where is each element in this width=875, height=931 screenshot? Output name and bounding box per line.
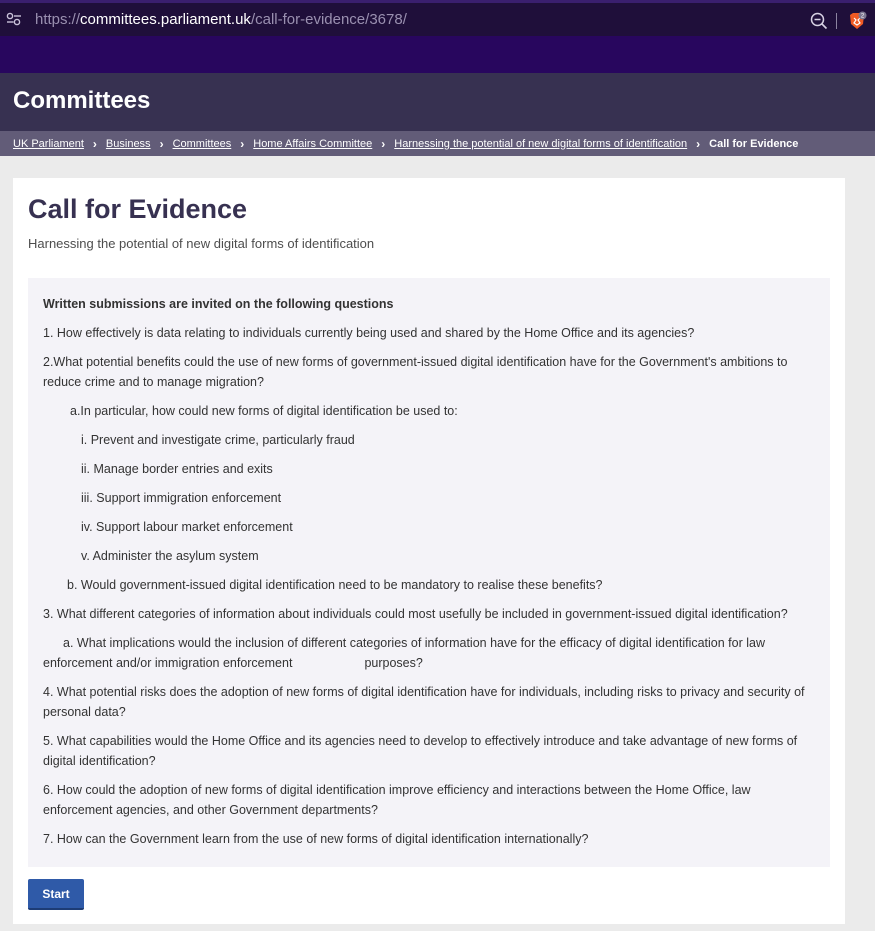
question-6: 6. How could the adoption of new forms of digital identification improve efficiency and interactions between the Home Office, law enforcement agencies, and other Government departments? [43,783,751,817]
breadcrumb-uk-parliament[interactable]: UK Parliament [13,137,84,150]
breadcrumb-chevron-icon: › [696,136,701,151]
question-3a-end: purposes? [364,656,423,670]
question-2a: a.In particular, how could new forms of digital identification be used to: [70,404,458,418]
breadcrumb-committees[interactable]: Committees [172,137,232,150]
page-subtitle: Harnessing the potential of new digital forms of identification [28,236,375,251]
question-2b: b. Would government-issued digital identification need to be mandatory to realise these benefits? [67,578,603,592]
breadcrumb [0,131,875,156]
question-4: 4. What potential risks does the adoption of new forms of digital identification have for individuals, including risks to privacy and security of personal data? [43,685,805,719]
toolbar-divider [836,13,837,29]
zoom-out-icon[interactable] [810,12,828,30]
breadcrumb-inquiry[interactable]: Harnessing the potential of new digital forms of identification [394,137,688,150]
question-3a [43,633,815,673]
url-host: committees.parliament.uk [80,11,251,28]
browser-toolbar-band [0,36,875,73]
site-header [0,73,875,131]
question-2a-v: v. Administer the asylum system [81,549,259,563]
site-title[interactable]: Committees [13,87,151,114]
brave-shield-icon[interactable] [847,11,867,31]
breadcrumb-chevron-icon: › [159,136,164,151]
brave-badge-count: 2 [860,13,865,20]
question-3: 3. What different categories of information about individuals could most usefully be included in government-issued digital identification? [43,607,788,621]
question-3a-text: a. What implications would the inclusion of different categories of information have for the efficacy of digital identification for law enforcement and/or immigration enforcement [43,636,765,670]
question-2a-ii: ii. Manage border entries and exits [81,462,273,476]
breadcrumb-chevron-icon: › [240,136,245,151]
url-scheme: https:// [35,11,81,28]
question-2a-iii: iii. Support immigration enforcement [81,491,282,505]
question-1: 1. How effectively is data relating to individuals currently being used and shared by the Home Office and its agencies? [43,326,695,340]
url-path: /call-for-evidence/3678/ [250,11,407,28]
start-button[interactable]: Start [28,879,84,910]
breadcrumb-chevron-icon: › [92,136,97,151]
page-title: Call for Evidence [28,194,248,224]
questions-panel [28,278,830,867]
question-5: 5. What capabilities would the Home Office and its agencies need to develop to effectively introduce and take advantage of new forms of digital identification? [43,734,798,768]
breadcrumb-business[interactable]: Business [105,137,151,150]
question-2a-i: i. Prevent and investigate crime, particularly fraud [81,433,355,447]
browser-address-bar [0,0,875,36]
question-7: 7. How can the Government learn from the use of new forms of digital identification internationally? [43,832,589,846]
questions-intro: Written submissions are invited on the following questions [43,297,394,311]
breadcrumb-home-affairs-committee[interactable]: Home Affairs Committee [253,137,373,150]
breadcrumb-chevron-icon: › [381,136,386,151]
main-card [13,178,845,924]
question-2a-iv: iv. Support labour market enforcement [81,520,293,534]
breadcrumb-current: Call for Evidence [709,137,799,150]
url-field[interactable] [35,11,407,28]
question-2: 2.What potential benefits could the use of new forms of government-issued digital identification have for the Government's ambitions to reduce crime and to manage migration? [43,355,788,389]
site-settings-icon[interactable] [6,12,22,26]
